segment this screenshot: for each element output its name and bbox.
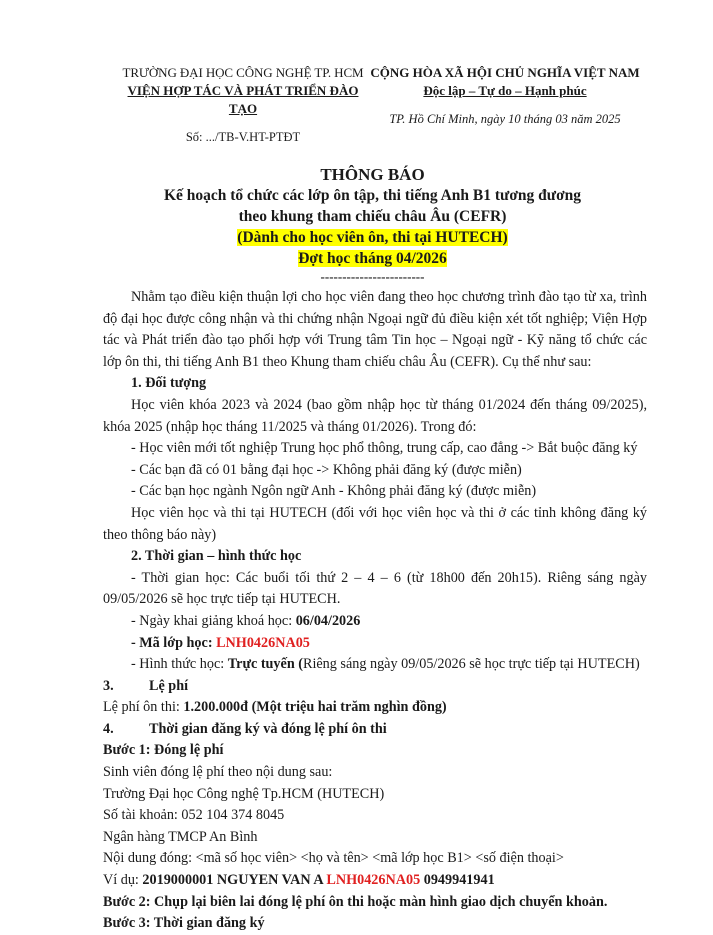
- intro-paragraph: Nhằm tạo điều kiện thuận lợi cho học viên đang theo học chương trình đào tạo từ xa, trình độ đại học được công nhận và thi chứng nhận Ngoại ngữ đủ điều kiện xét tốt nghiệp; Viện Hợp tác và Phát triển đào tạo phối hợp với Trung tâm Tin học – Ngoại ngữ - Kỹ năng tổ chức các lớp ôn thi, thi tiếng Anh B1 theo Khung tham chiếu châu Âu (CEFR). Cụ thể như sau:: [103, 289, 647, 370]
- section-3-heading: [103, 676, 647, 698]
- study-mode-note: Riêng sáng ngày 09/05/2026 sẽ học trực tiếp tại HUTECH): [302, 656, 640, 673]
- study-mode-label: - Hình thức học:: [131, 656, 228, 673]
- section-2-heading: 2. Thời gian – hình thức học: [131, 548, 302, 565]
- section-3-number: 3.: [103, 677, 114, 694]
- opening-date-value: 06/04/2026: [295, 612, 361, 629]
- step-1-heading: Bước 1: Đóng lệ phí: [103, 742, 224, 759]
- example-line: [103, 870, 647, 892]
- section-3-title: Lệ phí: [149, 677, 189, 694]
- example-phone: 0949941941: [420, 872, 495, 889]
- study-mode-line: [103, 654, 647, 676]
- audience-highlight: (Dành cho học viên ôn, thi tại HUTECH): [237, 229, 508, 246]
- section-4-title: Thời gian đăng ký và đóng lệ phí ôn thi: [149, 720, 387, 737]
- payment-line: Trường Đại học Công nghệ Tp.HCM (HUTECH): [103, 785, 385, 802]
- account-number-line: Số tài khoản: 052 104 374 8045: [103, 807, 285, 824]
- schedule-line: - Thời gian học: Các buổi tối thứ 2 – 4 – 6 (từ 18h00 đến 20h15). Riêng sáng ngày 09/05/2026 sẽ học trực tiếp tại HUTECH.: [103, 569, 647, 608]
- title-divider: ------------------------: [320, 269, 425, 284]
- payment-content-line: Nội dung đóng: <mã số học viên> <họ và tên> <mã lớp học B1> <số điện thoại>: [103, 850, 564, 867]
- example-label: Ví dụ:: [103, 872, 143, 889]
- list-item: - Học viên mới tốt nghiệp Trung học phổ thông, trung cấp, cao đẳng -> Bắt buộc đăng ký: [131, 440, 638, 457]
- bank-name-line: Ngân hàng TMCP An Bình: [103, 828, 258, 845]
- fee-value: 1.200.000đ (Một triệu hai trăm nghìn đồng): [183, 699, 447, 716]
- class-code-line: [103, 633, 647, 655]
- payment-line: Sinh viên đóng lệ phí theo nội dung sau:: [103, 764, 333, 781]
- section-1-paragraph: Học viên khóa 2023 và 2024 (bao gồm nhập học từ tháng 01/2024 đến tháng 09/2025), khóa 2025 (nhập học tháng 11/2025 và tháng 01/2026). Trong đó:: [103, 396, 647, 435]
- fee-line: [103, 697, 647, 719]
- date-line: TP. Hồ Chí Minh, ngày 10 tháng 03 năm 2025: [389, 112, 621, 126]
- subtitle-line-2: theo khung tham chiếu châu Âu (CEFR): [238, 208, 507, 225]
- university-name: TRƯỜNG ĐẠI HỌC CÔNG NGHỆ TP. HCM: [122, 65, 364, 80]
- fee-label: Lệ phí ôn thi:: [103, 699, 184, 716]
- national-motto: Độc lập – Tự do – Hạnh phúc: [423, 83, 587, 98]
- page-title: THÔNG BÁO: [320, 165, 425, 184]
- section-1-note: Học viên học và thi tại HUTECH (đối với học viên học và thi ở các tỉnh không đăng ký theo thông báo này): [103, 504, 647, 543]
- step-2-line: Bước 2: Chụp lại biên lai đóng lệ phí ôn thi hoặc màn hình giao dịch chuyển khoản.: [103, 893, 608, 910]
- header-right: [370, 64, 640, 128]
- header-left: [118, 64, 368, 146]
- class-code-value: LNH0426NA05: [216, 634, 310, 651]
- opening-date-label: - Ngày khai giảng khoá học:: [131, 612, 296, 629]
- example-class-code: LNH0426NA05: [326, 872, 421, 889]
- list-item: - Các bạn học ngành Ngôn ngữ Anh - Không phải đăng ký (được miễn): [131, 483, 537, 500]
- example-id-name: 2019000001 NGUYEN VAN A: [142, 872, 327, 889]
- section-4-heading: [103, 719, 647, 741]
- step-3-line: Bước 3: Thời gian đăng ký: [103, 915, 265, 932]
- opening-date-line: [103, 611, 647, 633]
- document-number: Số: .../TB-V.HT-PTĐT: [185, 130, 301, 144]
- institute-name: VIỆN HỢP TÁC VÀ PHÁT TRIỂN ĐÀO TẠO: [127, 83, 359, 116]
- study-mode-value: Trực tuyến (: [227, 656, 303, 673]
- subtitle-line-1: Kế hoạch tổ chức các lớp ôn tập, thi tiếng Anh B1 tương đương: [163, 187, 582, 204]
- section-4-number: 4.: [103, 720, 114, 737]
- list-item: - Các bạn đã có 01 bằng đại học -> Không phải đăng ký (được miễn): [131, 461, 522, 478]
- class-code-label: - Mã lớp học:: [131, 634, 217, 651]
- section-1-heading: 1. Đối tượng: [131, 375, 207, 392]
- term-highlight: Đợt học tháng 04/2026: [298, 250, 447, 267]
- document-body: [103, 287, 647, 935]
- country-name: CỘNG HÒA XÃ HỘI CHỦ NGHĨA VIỆT NAM: [370, 65, 640, 80]
- title-block: [100, 164, 645, 285]
